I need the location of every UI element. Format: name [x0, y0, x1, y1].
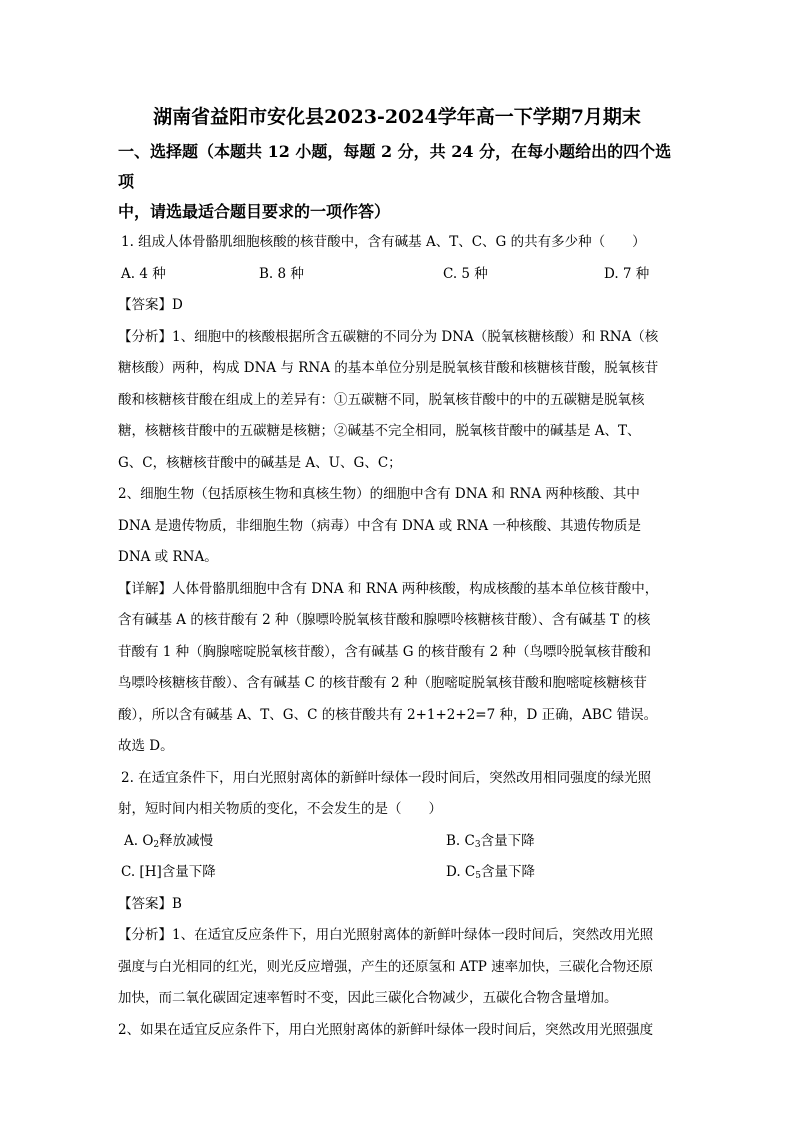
detail-line: 鸟嘌呤核糖核苷酸）、含有碱基 C 的核苷酸有 2 种（胞嘧啶脱氧核苷酸和胞嘧啶核糖核苷	[118, 675, 647, 691]
analysis-line: 糖核酸）两种，构成 DNA 与 RNA 的基本单位分别是脱氧核苷酸和核糖核苷酸，脱氧核苷	[118, 360, 659, 376]
detail-line: 酸），所以含有碱基 A、T、G、C 的核苷酸共有 2+1+2+2=7 种，D 正确，ABC 错误。	[118, 706, 658, 723]
analysis-line: G、C，核糖核苷酸中的碱基是 A、U、G、C；	[118, 454, 402, 471]
option-a: A. 4 种	[121, 265, 166, 282]
analysis-line: 加快，而二氧化碳固定速率暂时不变，因此三碳化合物减少，五碳化合物含量增加。	[118, 990, 618, 1006]
analysis-line: 酸和核糖核苷酸在组成上的差异有：①五碳糖不同，脱氧核苷酸中的中的五碳糖是脱氧核	[118, 391, 645, 408]
question-2-stem-line-2: 射，短时间内相关物质的变化，不会发生的是（ ）	[118, 801, 442, 817]
document-title: 湖南省益阳市安化县2023-2024学年高一下学期7月期末	[153, 106, 641, 128]
analysis-line: DNA 是遗传物质，非细胞生物（病毒）中含有 DNA 或 RNA 一种核酸、其遗传物质是	[118, 517, 641, 534]
analysis-line: DNA 或 RNA。	[118, 549, 218, 565]
analysis-line: 糖，核糖核苷酸中的五碳糖是核糖；②碱基不完全相同，脱氧核苷酸中的碱基是 A、T、	[118, 423, 641, 439]
option-b: B. 8 种	[259, 265, 304, 282]
option-d: D. $C_5$含量下降	[446, 864, 535, 881]
question-2-stem-line-1: 2. 在适宜条件下，用白光照射离体的新鲜叶绿体一段时间后，突然改用相同强度的绿光照	[121, 769, 652, 786]
detail-line: 苷酸有 1 种（胸腺嘧啶脱氧核苷酸），含有碱基 G 的核苷酸有 2 种（鸟嘌呤脱氧核苷酸和	[118, 643, 651, 660]
analysis-line: 强度与白光相同的红光，则光反应增强，产生的还原氢和 ATP 速率加快，三碳化合物还原	[118, 958, 654, 975]
option-d: D. 7 种	[604, 265, 650, 282]
option-c: C. [H]含量下降	[121, 864, 216, 880]
option-a: A. $O_2$释放减慢	[124, 832, 214, 850]
analysis-line: 2、如果在适宜反应条件下，用白光照射离体的新鲜叶绿体一段时间后，突然改用光照强度	[118, 1021, 654, 1038]
question-1-options	[118, 259, 676, 291]
analysis-line: 【分析】1、在适宜反应条件下，用白光照射离体的新鲜叶绿体一段时间后，突然改用光照	[118, 927, 654, 943]
detail-line: 故选 D。	[118, 738, 174, 754]
question-2-options-row-2	[118, 857, 676, 889]
detail-line: 含有碱基 A 的核苷酸有 2 种（腺嘌呤脱氧核苷酸和腺嘌呤核糖核苷酸）、含有碱基 T 的核	[118, 612, 651, 628]
option-b: B. $C_3$含量下降	[446, 832, 535, 850]
detail-line: 【详解】人体骨骼肌细胞中含有 DNA 和 RNA 两种核酸，构成核酸的基本单位核苷酸中，	[118, 580, 659, 597]
question-2-answer: 【答案】B	[118, 895, 182, 912]
analysis-line: 2、细胞生物（包括原核生物和真核生物）的细胞中含有 DNA 和 RNA 两种核酸、其中	[118, 486, 640, 502]
question-1-answer: 【答案】D	[118, 297, 183, 313]
analysis-line: 【分析】1、细胞中的核酸根据所含五碳糖的不同分为 DNA（脱氧核糖核酸）和 RNA（核	[118, 328, 659, 345]
section-heading-line-1: 一、选择题（本题共 12 小题，每题 2 分，共 24 分，在每小题给出的四个选项	[118, 142, 672, 191]
option-c: C. 5 种	[443, 265, 488, 282]
question-2-options-row-1	[118, 826, 676, 858]
section-heading-line-2: 中，请选最适合题目要求的一项作答）	[118, 202, 391, 221]
question-1-stem: 1. 组成人体骨骼肌细胞核酸的核苷酸中，含有碱基 A、T、C、G 的共有多少种（ ）	[121, 234, 646, 250]
